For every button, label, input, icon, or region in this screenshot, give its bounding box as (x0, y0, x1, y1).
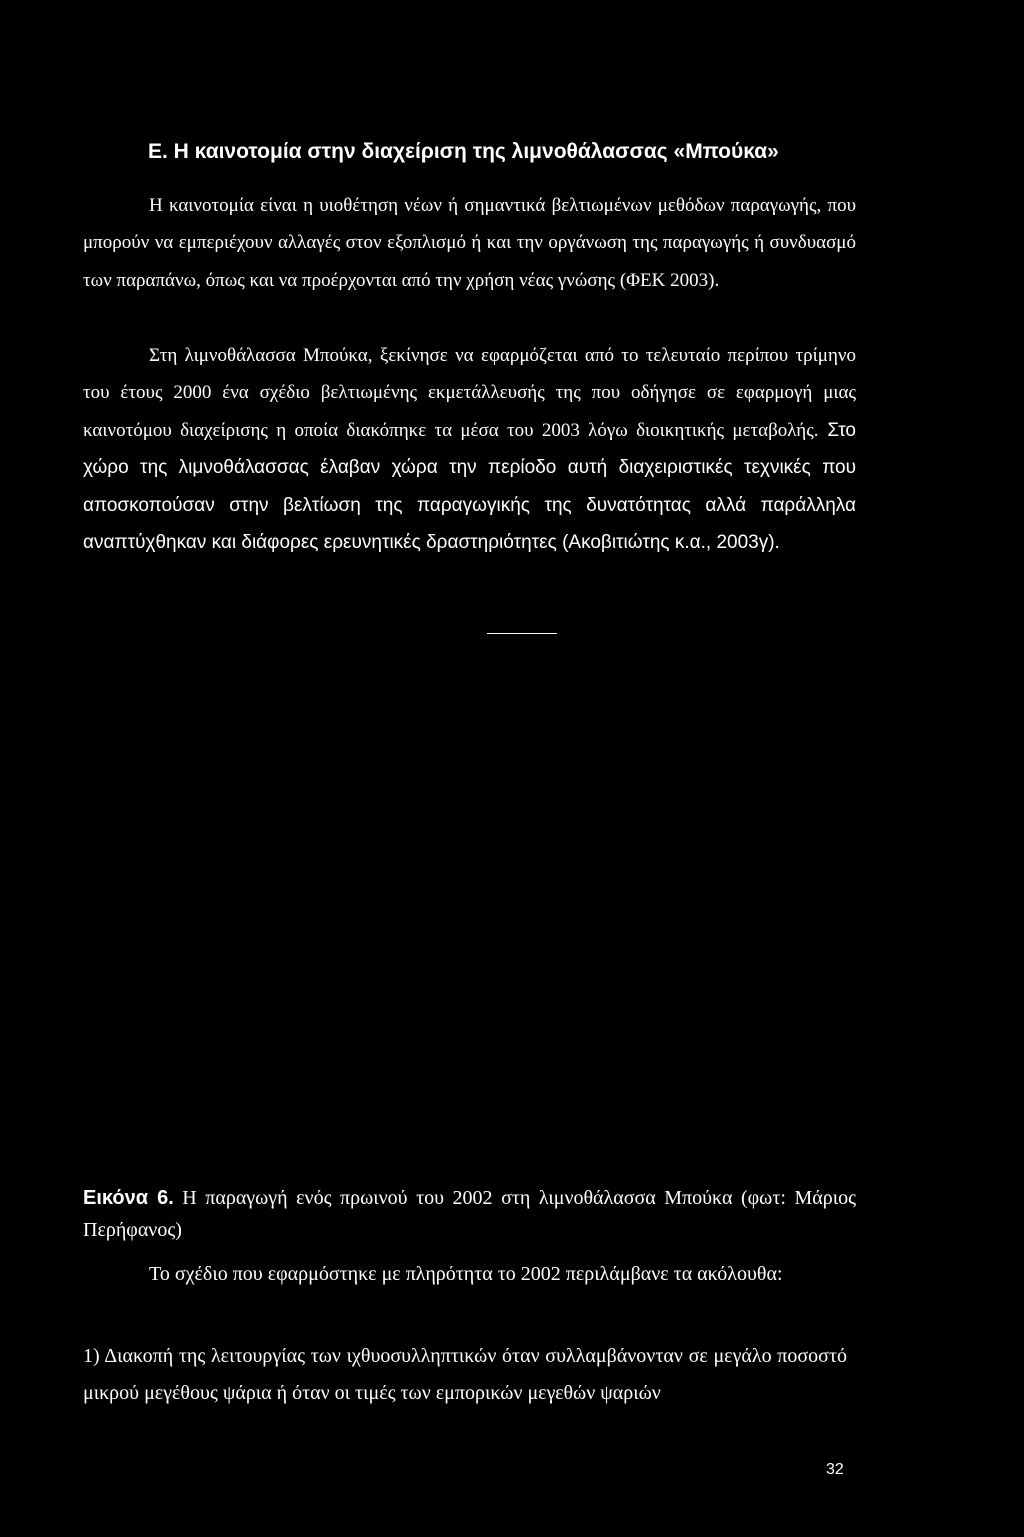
page-number: 32 (826, 1461, 844, 1478)
paragraph-bouka-plan (83, 337, 856, 561)
paragraph-bouka-plan-part1: Στη λιμνοθάλασσα Μπούκα, ξεκίνησε να εφαρμόζεται από το τελευταίο περίπου τρίμηνο του έτους 2000 ένα σχέδιο βελτιωμένης εκμετάλλευσής της που οδήγησε σε εφαρμογή μιας καινοτόμου διαχείρισης η οποία διακόπηκε τα μέσα του 2003 λόγω διοικητικής μεταβολής. (83, 345, 856, 441)
list-item-1: 1) Διακοπή της λειτουργίας των ιχθυοσυλληπτικών όταν συλλαμβάνονταν σε μεγάλο ποσοστό μικρού μεγέθους ψάρια ή όταν οι τιμές των εμπορικών μεγεθών ψαριών (83, 1345, 847, 1404)
section-heading: Ε. Η καινοτομία στην διαχείριση της λιμνοθάλασσας «Μπούκα» (148, 140, 779, 163)
separator-rule (487, 633, 557, 634)
figure-caption-text: Η παραγωγή ενός πρωινού του 2002 στη λιμνοθάλασσα Μπούκα (φωτ: Μάριος Περήφανος) (83, 1187, 856, 1241)
paragraph-innovation-definition: Η καινοτομία είναι η υιοθέτηση νέων ή σημαντικά βελτιωμένων μεθόδων παραγωγής, που μπορούν να εμπεριέχουν αλλαγές στον εξοπλισμό ή και την οργάνωση της παραγωγής ή συνδυασμό των παραπάνω, όπως και να προέρχονται από την χρήση νέας γνώσης (ΦΕΚ 2003). (83, 195, 856, 291)
paragraph-bouka-plan-part2: Στο χώρο της λιμνοθάλασσας έλαβαν χώρα την περίοδο αυτή διαχειριστικές τεχνικές που αποσκοπούσαν στην βελτίωση της παραγωγικής της δυνατότητας αλλά παράλληλα αναπτύχθηκαν και διάφορες ερευνητικές δραστηριότητες (Ακοβιτιώτης κ.α., 2003γ). (83, 419, 856, 554)
paragraph-plan-intro: Το σχέδιο που εφαρμόστηκε με πληρότητα το 2002 περιλάμβανε τα ακόλουθα: (149, 1263, 783, 1285)
figure-caption-label: Εικόνα 6. (83, 1187, 174, 1209)
figure-caption (83, 1182, 856, 1246)
